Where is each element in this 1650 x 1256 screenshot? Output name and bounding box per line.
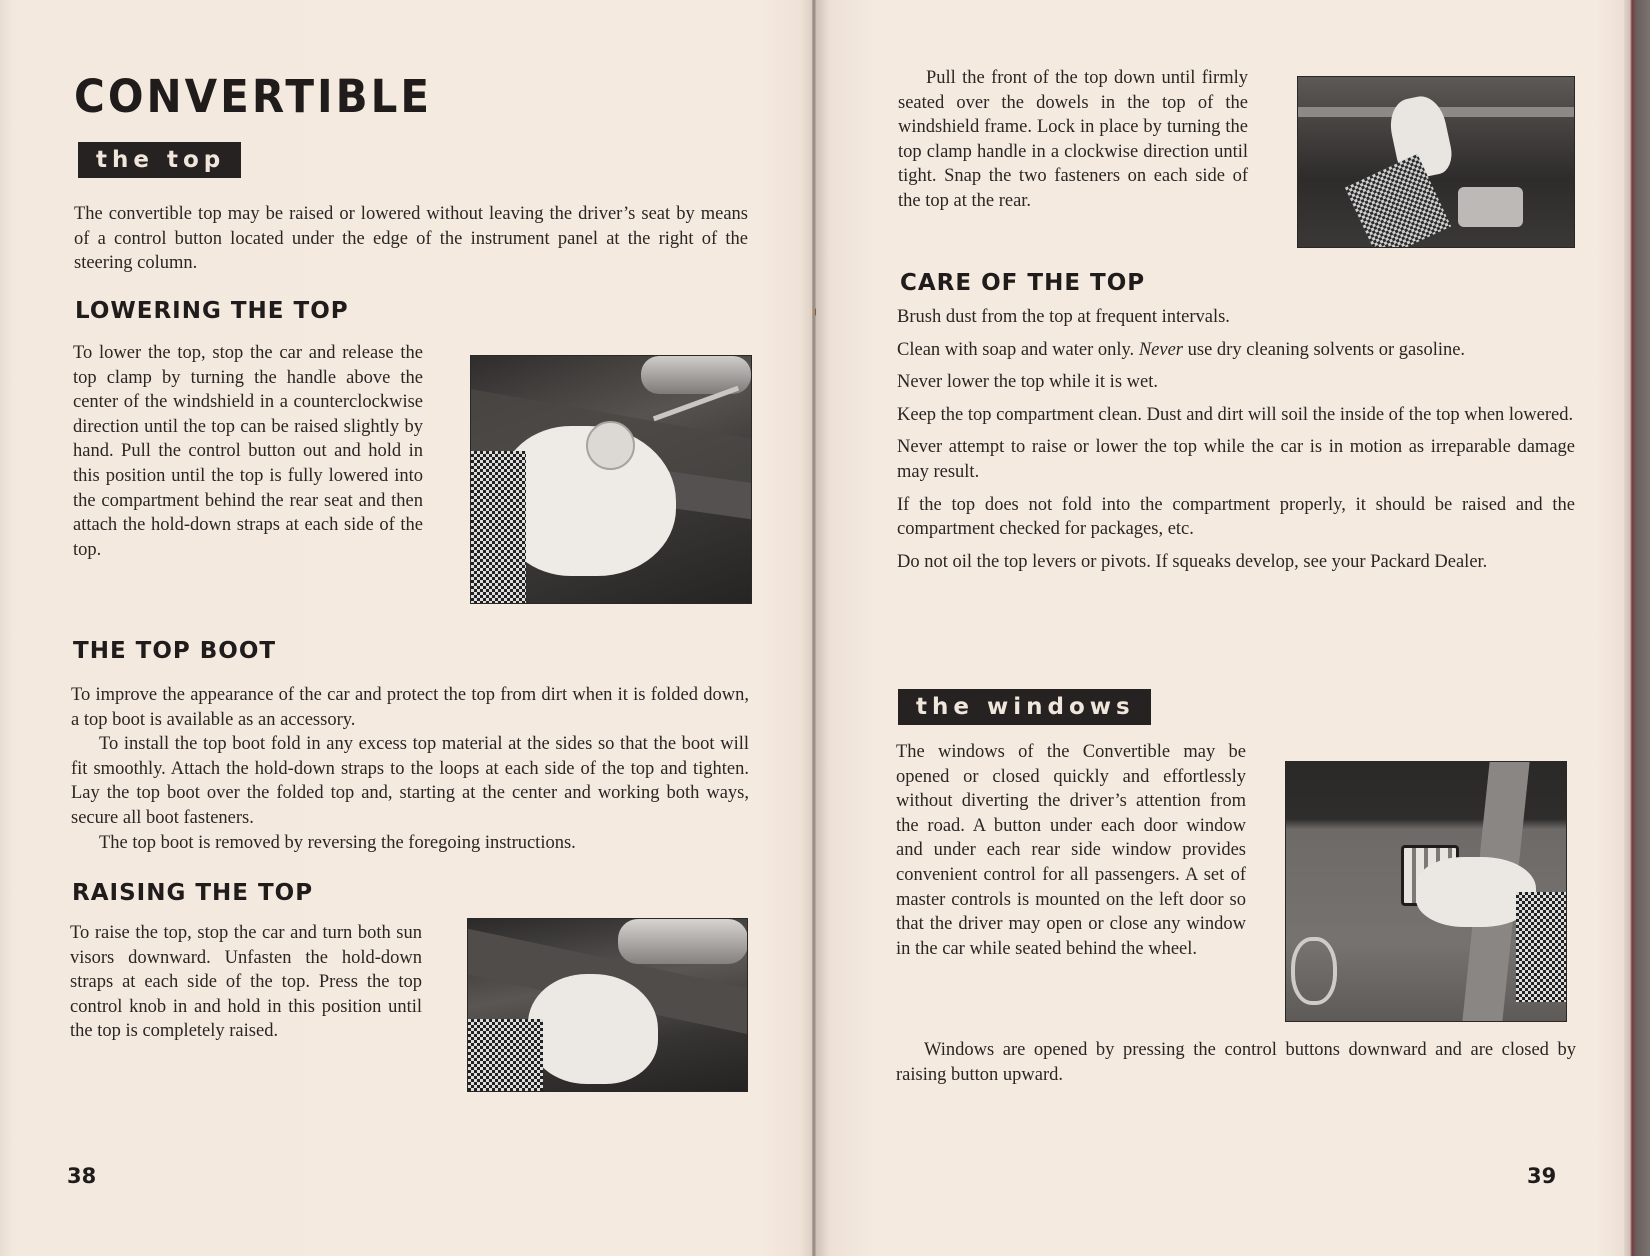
care-item: If the top does not fold into the compartment properly, it should be raised and the compartment checked for packages, etc. [897, 494, 1575, 540]
intro-text: The convertible top may be raised or lowered without leaving the driver’s seat by means of a control button located under the edge of the instrument panel at the right of the steering column. [74, 204, 748, 274]
raising-text: To raise the top, stop the car and turn both sun visors downward. Unfasten the hold-down straps at each side of the top. Press the top control knob in and hold in this position until the top is completely raised. [70, 923, 422, 1042]
top-boot-text-2: To install the top boot fold in any excess top material at the sides so that the boot will fit smoothly. Attach the hold-down straps to the loops at each side of the top and tighten. Lay the top boot over the folded top and, starting at the center and working both ways, secure all boot fasteners. [71, 734, 749, 828]
care-item-emphasis: Never [1138, 339, 1183, 360]
houndstooth-sleeve [471, 451, 526, 603]
care-item-text: Clean with soap and water only. [897, 339, 1139, 360]
photo-top-clamp-handle [1297, 76, 1575, 248]
heading-care-of-the-top: CARE OF THE TOP [900, 270, 1146, 296]
heading-raising-the-top: RAISING THE TOP [72, 880, 314, 906]
left-page [0, 0, 814, 1256]
houndstooth-sleeve [468, 1019, 543, 1091]
windows-paragraph-2 [896, 1038, 1576, 1087]
windows-paragraph [896, 740, 1246, 961]
intro-paragraph [74, 202, 748, 276]
photo-lowering-top-knob [470, 355, 752, 604]
windows-text: The windows of the Convertible may be opened or closed quickly and effortlessly without diverting the driver’s attention from the road. A button under each door window and under each rear side window provides convenient control for all passengers. A set of master controls is mounted on the left door so that the driver may open or close any window in the car while seated behind the wheel. [896, 742, 1246, 959]
chapter-title: CONVERTIBLE [74, 70, 433, 123]
control-knob-icon [586, 421, 635, 470]
right-page [816, 0, 1624, 1256]
care-item: Never attempt to raise or lower the top while the car is in motion as irreparable damage may result. [897, 437, 1575, 482]
houndstooth-sleeve [1516, 892, 1566, 1002]
photo-raising-top-knob [467, 918, 748, 1092]
door-handle-shape [1291, 937, 1337, 1005]
care-item: Never lower the top while it is wet. [897, 372, 1158, 393]
care-item: Brush dust from the top at frequent intervals. [897, 307, 1230, 327]
section-banner-the-windows: the windows [898, 689, 1151, 725]
raising-paragraph [70, 921, 422, 1044]
care-item: Keep the top compartment clean. Dust and dirt will soil the inside of the top when lowered. [897, 404, 1574, 425]
photo-window-control-button [1285, 761, 1567, 1022]
lowering-paragraph [73, 341, 423, 562]
page-number-left: 38 [67, 1164, 97, 1188]
care-item [897, 338, 1575, 363]
care-item: Do not oil the top levers or pivots. If squeaks develop, see your Packard Dealer. [897, 551, 1488, 572]
mirror-shape [1458, 187, 1523, 227]
care-list [897, 305, 1575, 574]
clamp-paragraph [898, 66, 1248, 214]
heading-lowering-the-top: LOWERING THE TOP [75, 298, 349, 324]
lowering-text: To lower the top, stop the car and release the top clamp by turning the handle above the center of the windshield in a counterclockwise direction until the top can be raised slightly by hand. Pull the control button out and hold in this position until the top is fully lowered into the compartment behind the rear seat and then attach the hold-down straps at each side of the top. [73, 343, 423, 560]
care-item-text: use dry cleaning solvents or gasoline. [1183, 339, 1466, 360]
page-number-right: 39 [1527, 1164, 1557, 1188]
top-boot-text-1: To improve the appearance of the car and protect the top from dirt when it is folded down, a top boot is available as an accessory. [71, 685, 749, 730]
heading-the-top-boot: THE TOP BOOT [73, 638, 277, 664]
top-boot-paragraphs [71, 683, 749, 855]
section-banner-the-top: the top [78, 142, 241, 178]
windows-text-2: Windows are opened by pressing the control buttons downward and are closed by raising button upward. [896, 1040, 1576, 1085]
top-boot-text-3: The top boot is removed by reversing the foregoing instructions. [99, 832, 576, 853]
book-cover-edge [1624, 0, 1650, 1256]
clamp-text: Pull the front of the top down until firmly seated over the dowels in the top of the windshield frame. Lock in place by turning the top clamp handle in a clockwise direction until tight. Snap the two fasteners on each side of the top at the rear. [898, 68, 1248, 211]
